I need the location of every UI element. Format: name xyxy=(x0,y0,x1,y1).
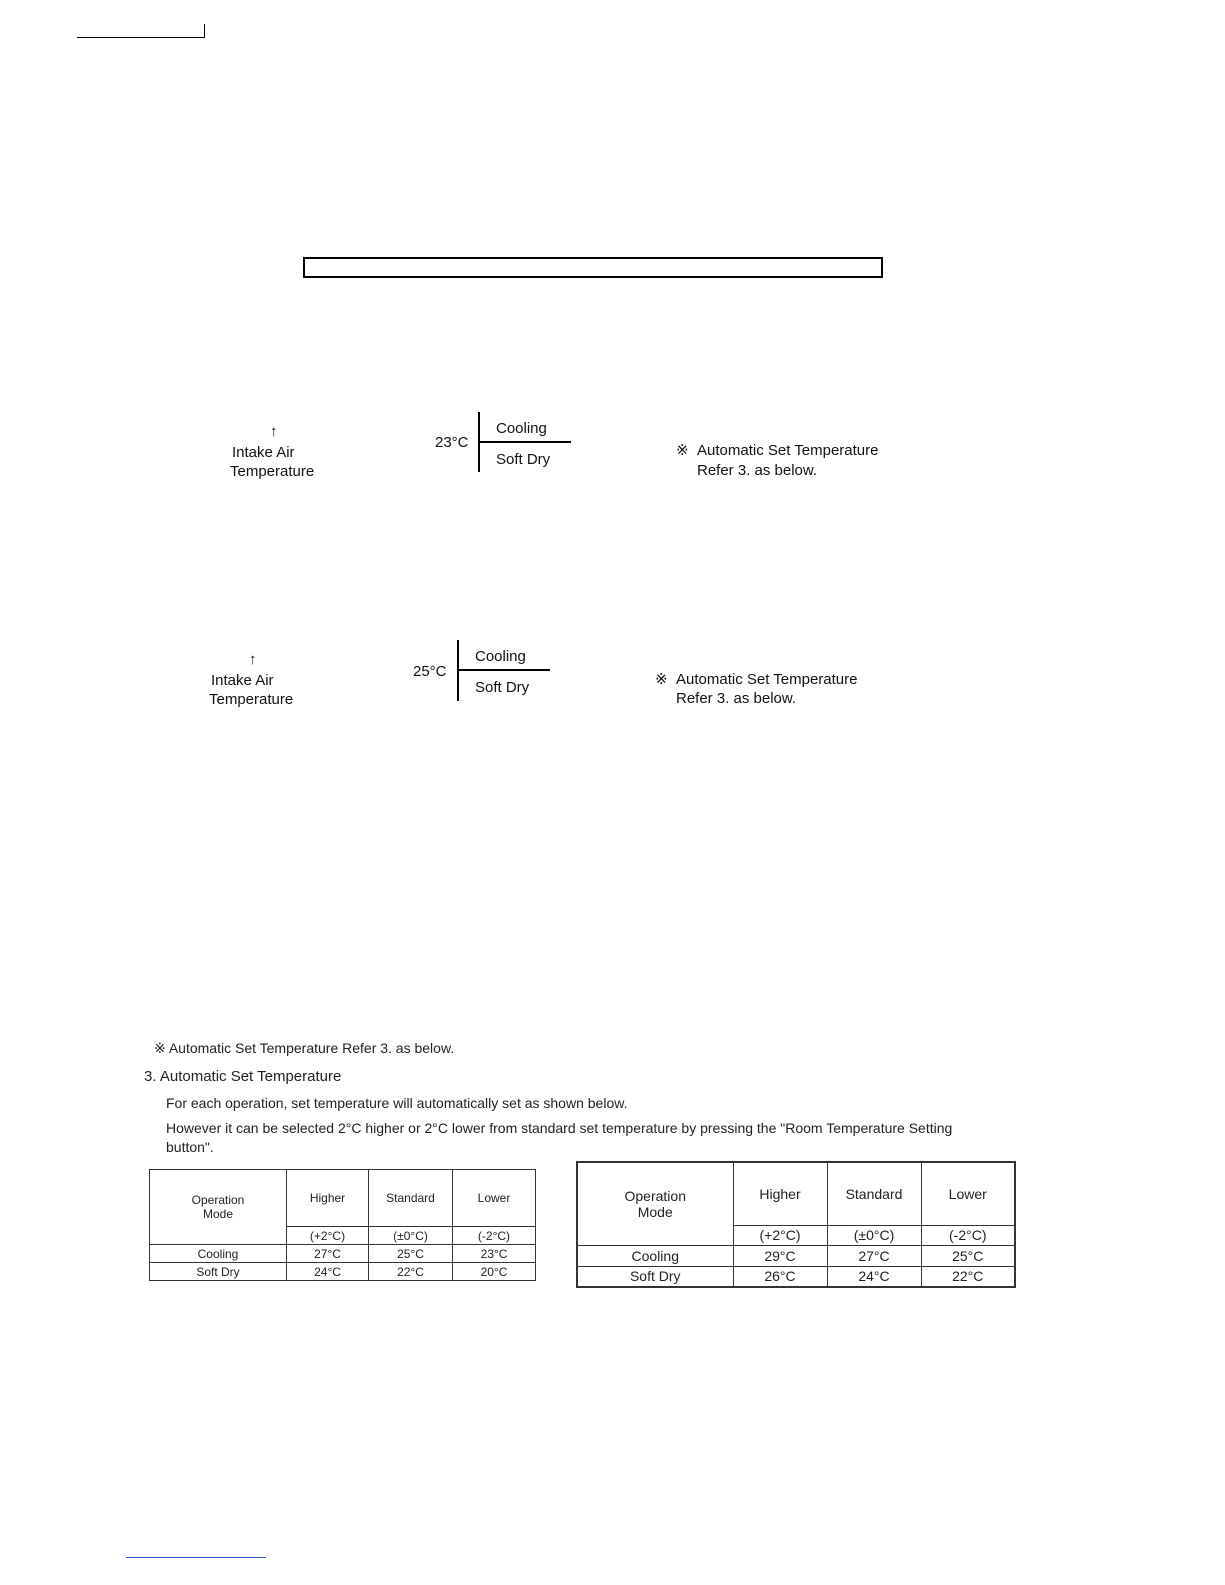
section-title-box xyxy=(303,257,883,278)
paragraph-2-line-2: button". xyxy=(166,1139,214,1155)
intake-temperature-label: Temperature xyxy=(230,463,315,480)
mode-cooling: Cooling xyxy=(496,420,547,437)
reference-note-line: ※ Automatic Set Temperature Refer 3. as below. xyxy=(154,1040,455,1056)
offset-higher: (+2°C) xyxy=(733,1225,827,1245)
threshold-temperature: 23°C xyxy=(435,434,469,451)
mode-cooling: Cooling xyxy=(475,648,526,665)
refer-note: Refer 3. as below. xyxy=(697,462,818,479)
header-lower: Lower xyxy=(921,1162,1015,1225)
intake-air-label: Intake Air xyxy=(211,672,274,689)
auto-set-note: Automatic Set Temperature xyxy=(697,442,879,459)
footer-rule xyxy=(126,1557,266,1558)
header-lower: Lower xyxy=(453,1170,536,1227)
header-higher: Higher xyxy=(733,1162,827,1225)
header-rule-tick xyxy=(204,24,205,38)
refer-note: Refer 3. as below. xyxy=(676,690,797,707)
header-standard: Standard xyxy=(827,1162,921,1225)
table-row: Cooling 27°C 25°C 23°C xyxy=(150,1245,536,1263)
header-standard: Standard xyxy=(369,1170,453,1227)
intake-air-label: Intake Air xyxy=(232,444,295,461)
header-operation-mode: Operation Mode xyxy=(577,1162,733,1245)
section-heading: 3. Automatic Set Temperature xyxy=(144,1068,342,1085)
intake-temperature-label: Temperature xyxy=(209,691,294,708)
mode-soft-dry: Soft Dry xyxy=(475,679,530,696)
mode-soft-dry: Soft Dry xyxy=(496,451,551,468)
header-operation-mode: Operation Mode xyxy=(150,1170,287,1245)
up-arrow-icon: ↑ xyxy=(249,651,257,668)
offset-lower: (-2°C) xyxy=(921,1225,1015,1245)
auto-temp-table-right xyxy=(576,1161,1016,1288)
reference-mark-icon: ※ xyxy=(676,442,689,459)
header-higher: Higher xyxy=(287,1170,369,1227)
offset-standard: (±0°C) xyxy=(827,1225,921,1245)
paragraph-1: For each operation, set temperature will automatically set as shown below. xyxy=(166,1095,628,1111)
mode-divider xyxy=(479,441,571,443)
reference-mark-icon: ※ xyxy=(655,671,668,688)
header-rule xyxy=(77,37,205,38)
mode-divider xyxy=(458,669,550,671)
table-row: Cooling 29°C 27°C 25°C xyxy=(577,1245,1015,1266)
offset-higher: (+2°C) xyxy=(287,1227,369,1245)
threshold-temperature: 25°C xyxy=(413,663,447,680)
offset-lower: (-2°C) xyxy=(453,1227,536,1245)
table-row: Soft Dry 24°C 22°C 20°C xyxy=(150,1263,536,1281)
auto-set-note: Automatic Set Temperature xyxy=(676,671,858,688)
auto-temp-table-left xyxy=(149,1169,536,1281)
paragraph-2-line-1: However it can be selected 2°C higher or 2°C lower from standard set temperature by pressing the "Room Temperature Setting xyxy=(166,1120,953,1136)
offset-standard: (±0°C) xyxy=(369,1227,453,1245)
up-arrow-icon: ↑ xyxy=(270,423,278,440)
table-row: Soft Dry 26°C 24°C 22°C xyxy=(577,1266,1015,1287)
